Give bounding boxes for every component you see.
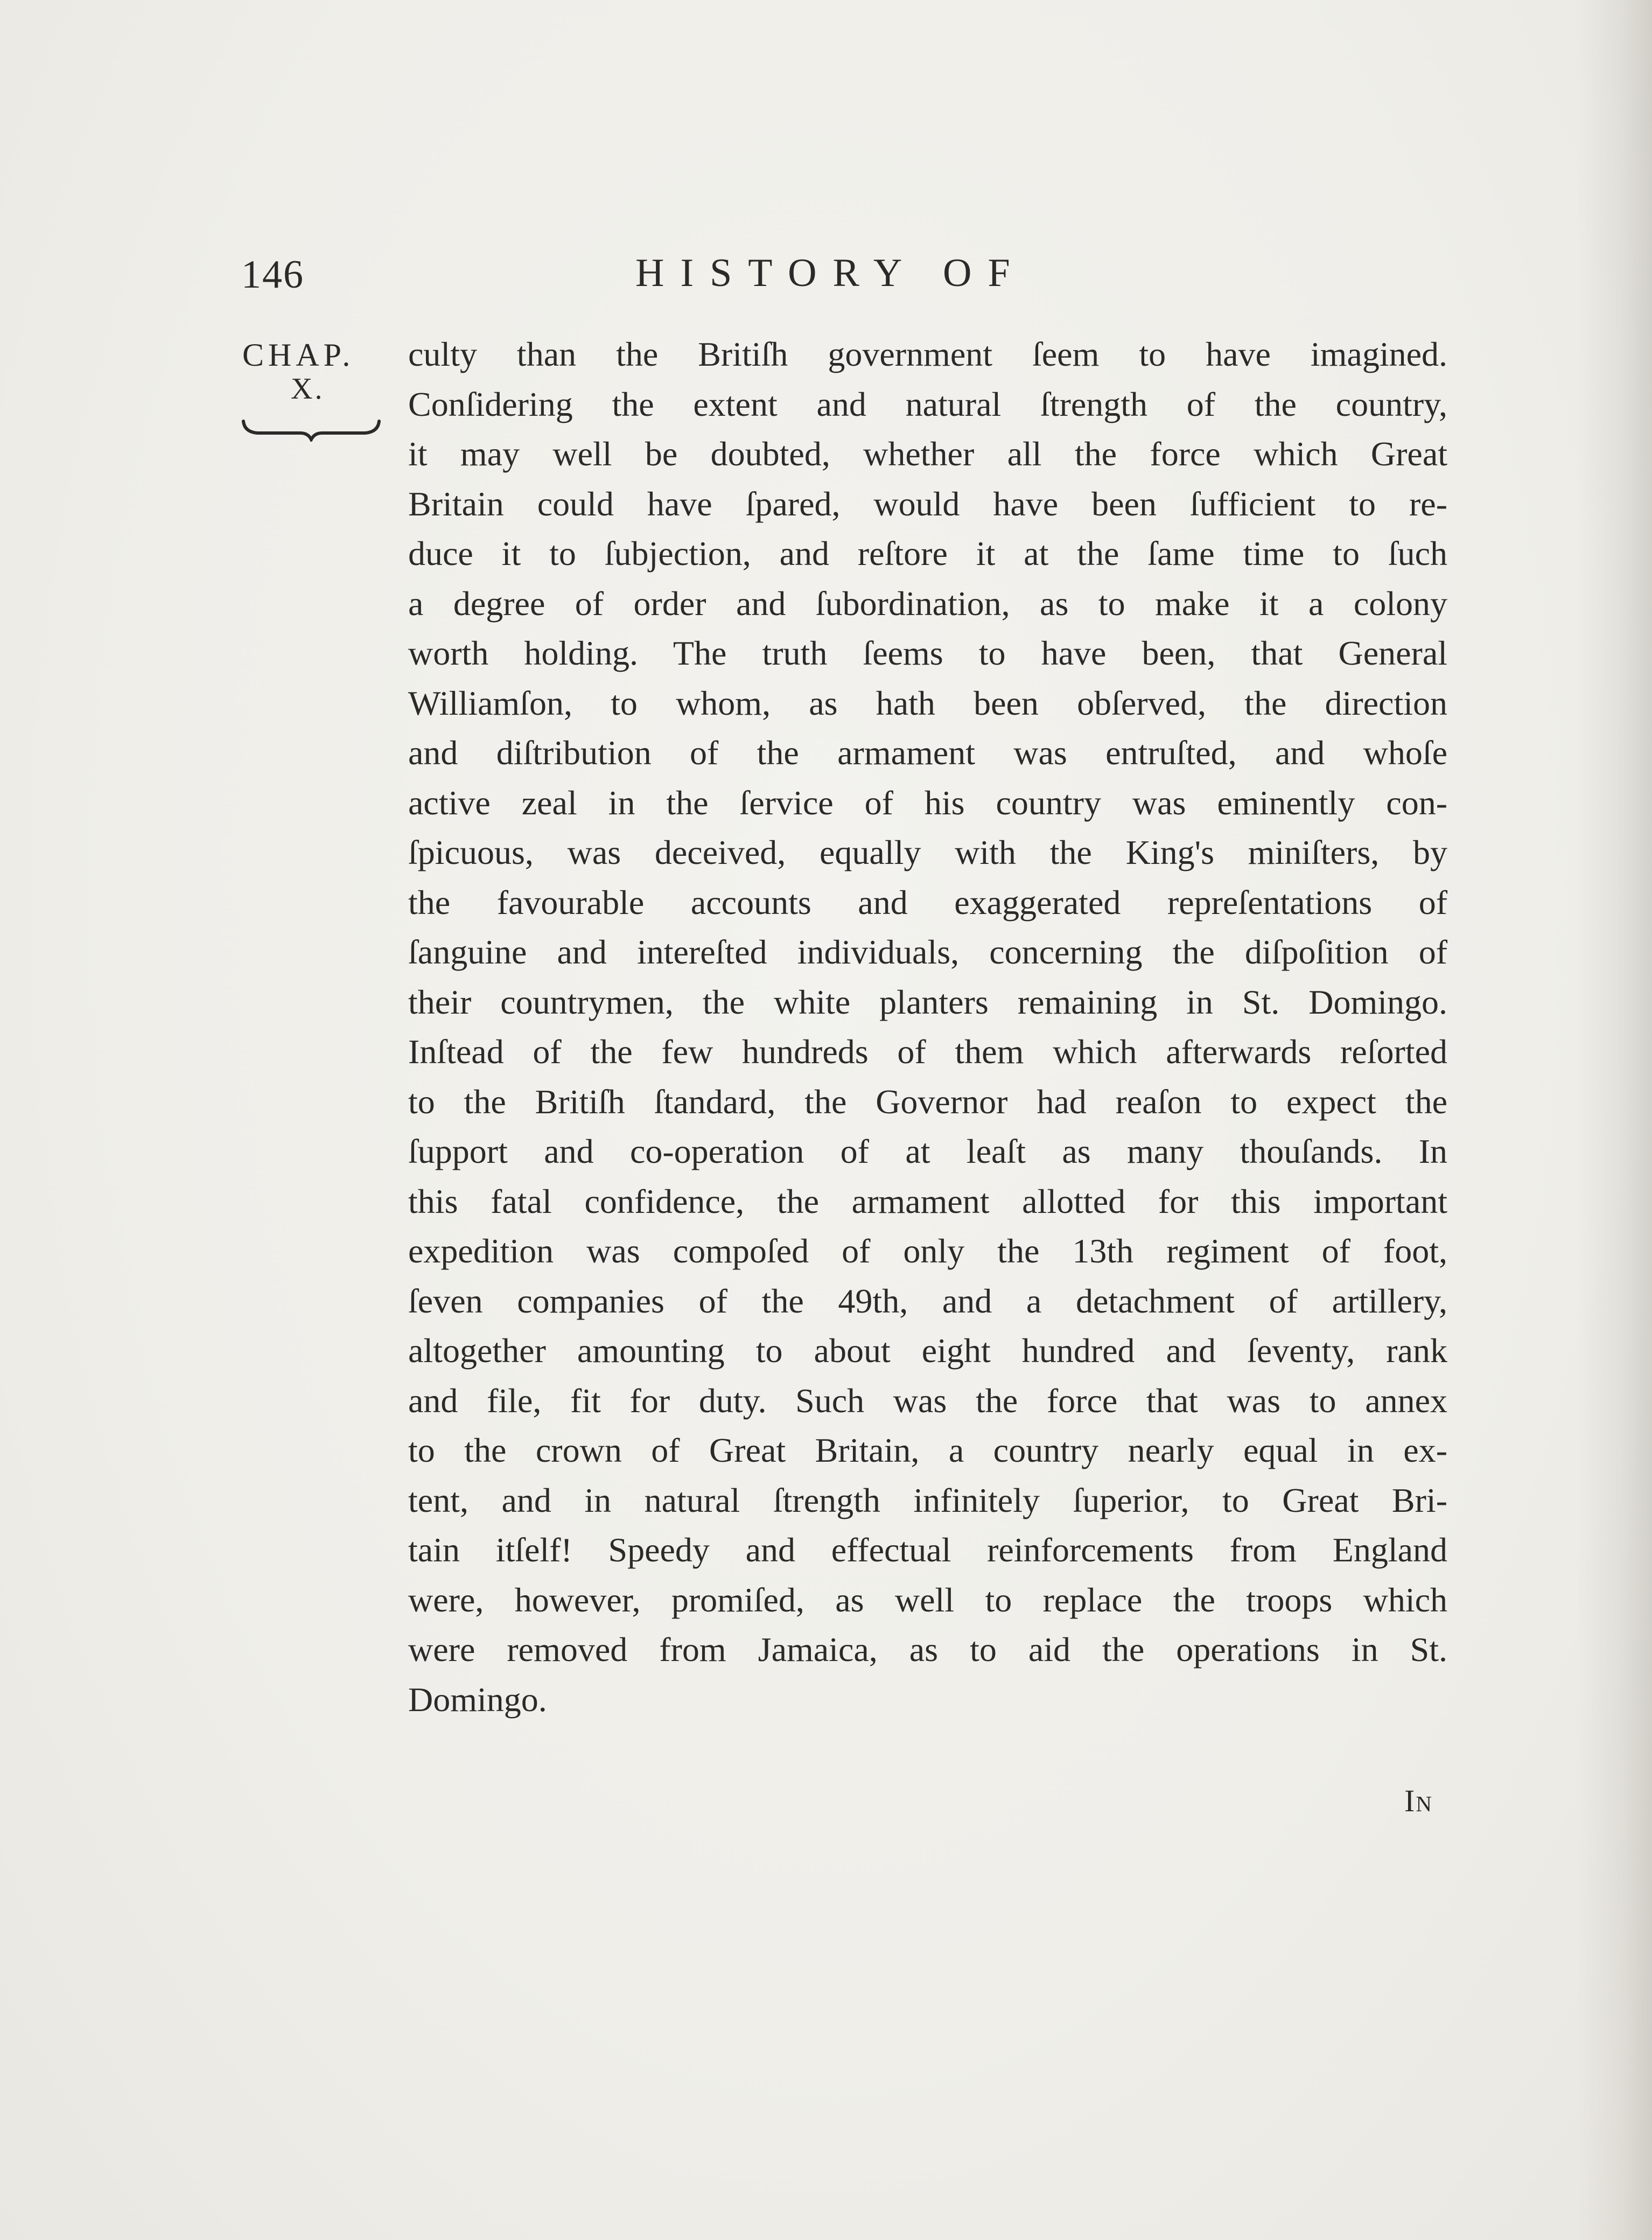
text-line: Britain could have ſpared, would have been ſufficient to re- bbox=[408, 484, 1447, 523]
text-line: worth holding. The truth ſeems to have been, that General bbox=[408, 634, 1447, 672]
page-number: 146 bbox=[241, 253, 304, 297]
chapter-number: X. bbox=[291, 372, 325, 406]
text-line: culty than the Britiſh government ſeem to have imagined. bbox=[408, 335, 1447, 373]
text-line: to the crown of Great Britain, a country nearly equal in ex- bbox=[408, 1431, 1447, 1469]
text-line: a degree of order and ſubordination, as to make it a colony bbox=[408, 584, 1447, 623]
text-line: it may well be doubted, whether all the force which Great bbox=[408, 435, 1447, 473]
text-line-last: Domingo. bbox=[408, 1680, 547, 1719]
text-line: were, however, promiſed, as well to replace the troops which bbox=[408, 1580, 1447, 1619]
text-line: were removed from Jamaica, as to aid the operations in St. bbox=[408, 1630, 1447, 1669]
text-line: Williamſon, to whom, as hath been obſerved, the direction bbox=[408, 683, 1447, 722]
text-line: Inſtead of the few hundreds of them which afterwards reſorted bbox=[408, 1032, 1447, 1071]
page-gutter-shadow bbox=[1577, 0, 1652, 2240]
text-line: ſpicuous, was deceived, equally with the King's miniſters, by bbox=[408, 833, 1447, 871]
text-line: expedition was compoſed of only the 13th regiment of foot, bbox=[408, 1232, 1447, 1270]
text-line: to the Britiſh ſtandard, the Governor had reaſon to expect the bbox=[408, 1082, 1447, 1121]
text-line: this fatal confidence, the armament allotted for this important bbox=[408, 1182, 1447, 1220]
text-line: ſeven companies of the 49th, and a detachment of artillery, bbox=[408, 1281, 1447, 1320]
text-line: and file, fit for duty. Such was the force that was to annex bbox=[408, 1381, 1447, 1420]
running-head: HISTORY OF bbox=[635, 251, 1026, 295]
chapter-brace-ornament bbox=[241, 409, 381, 442]
text-line: ſupport and co-operation of at leaſt as many thouſands. In bbox=[408, 1132, 1447, 1170]
text-line: tent, and in natural ſtrength infinitely ſuperior, to Great Bri- bbox=[408, 1481, 1447, 1519]
text-line: duce it to ſubjection, and reſtore it at the ſame time to ſuch bbox=[408, 534, 1447, 573]
text-line: active zeal in the ſervice of his country was eminently con- bbox=[408, 783, 1447, 822]
text-line: ſanguine and intereſted individuals, concerning the diſpoſition of bbox=[408, 933, 1447, 971]
body-text bbox=[408, 330, 1447, 1725]
text-line: tain itſelf! Speedy and effectual reinforcements from England bbox=[408, 1531, 1447, 1569]
chapter-label: CHAP. bbox=[242, 337, 355, 373]
text-line: their countrymen, the white planters remaining in St. Domingo. bbox=[408, 982, 1447, 1021]
text-line: the favourable accounts and exaggerated repreſentations of bbox=[408, 883, 1447, 922]
catchword: In bbox=[1404, 1783, 1433, 1818]
text-line: and diſtribution of the armament was entruſted, and whoſe bbox=[408, 734, 1447, 772]
text-line: Conſidering the extent and natural ſtrength of the country, bbox=[408, 385, 1447, 423]
text-line: altogether amounting to about eight hundred and ſeventy, rank bbox=[408, 1331, 1447, 1370]
